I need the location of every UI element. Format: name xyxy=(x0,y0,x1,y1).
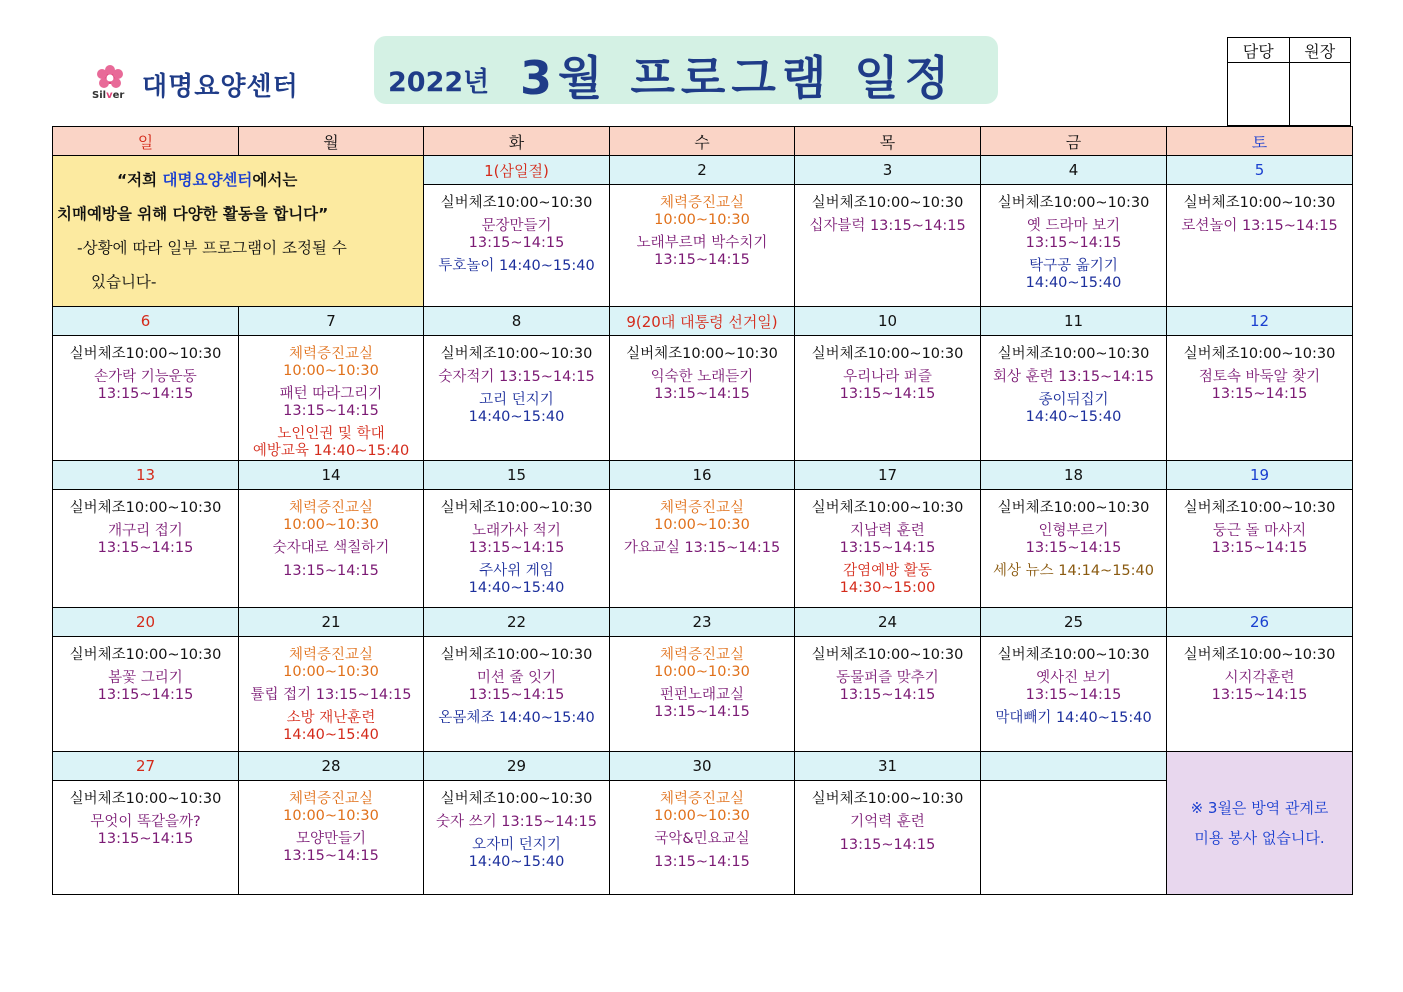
notice-text: -상황에 따라 일부 프로그램이 조정될 수 xyxy=(77,239,347,257)
program-item: 고리 던지기 14:40~15:40 xyxy=(468,392,565,425)
weekday-wed: 수 xyxy=(610,127,795,156)
date-cell: 15 xyxy=(424,461,610,490)
approval-staff-sign xyxy=(1228,63,1290,126)
program-item: 패턴 따라그리기 13:15~14:15 xyxy=(279,386,383,419)
program-item: 실버체조10:00~10:30 xyxy=(69,647,222,663)
program-item: 숫자대로 색칠하기 xyxy=(272,540,390,556)
date-cell: 26 xyxy=(1167,608,1353,637)
program-cell xyxy=(239,781,424,895)
program-cell xyxy=(239,637,424,752)
date-cell: 28 xyxy=(239,752,424,781)
program-item: 실버체조10:00~10:30 xyxy=(997,346,1150,362)
program-item: 막대빼기 14:40~15:40 xyxy=(995,710,1152,726)
program-item: 동물퍼즐 맞추기 13:15~14:15 xyxy=(836,670,939,703)
program-item: 십자블럭 13:15~14:15 xyxy=(809,218,966,234)
weekday-tue: 화 xyxy=(424,127,610,156)
program-item: 실버체조10:00~10:30 xyxy=(811,500,964,516)
date-cell: 4 xyxy=(981,156,1167,185)
program-item: 회상 훈련 13:15~14:15 xyxy=(993,369,1154,385)
program-item: 실버체조10:00~10:30 xyxy=(1183,647,1336,663)
program-item: 펀펀노래교실 13:15~14:15 xyxy=(654,687,750,720)
date-cell: 6 xyxy=(53,307,239,336)
date-cell: 11 xyxy=(981,307,1167,336)
approval-staff-label: 담당 xyxy=(1228,38,1290,63)
date-cell: 18 xyxy=(981,461,1167,490)
approval-director-label: 원장 xyxy=(1289,38,1351,63)
notice-text: 에서는 xyxy=(252,171,298,189)
program-item: 온몸체조 14:40~15:40 xyxy=(438,710,595,726)
date-cell: 27 xyxy=(53,752,239,781)
date-cell: 21 xyxy=(239,608,424,637)
date-row xyxy=(53,156,1353,185)
program-item: 로션놀이 13:15~14:15 xyxy=(1181,218,1338,234)
notice-text: “저희 xyxy=(117,171,163,189)
weekday-header-row xyxy=(53,127,1353,156)
date-cell xyxy=(981,752,1167,781)
program-cell xyxy=(981,781,1167,895)
program-cell xyxy=(424,637,610,752)
notice-text: 대명요양센터 xyxy=(162,171,253,189)
notice-box xyxy=(53,156,424,307)
weekday-mon: 월 xyxy=(239,127,424,156)
date-cell: 2 xyxy=(610,156,795,185)
program-item: 개구리 접기 13:15~14:15 xyxy=(97,523,194,556)
program-cell xyxy=(239,490,424,608)
date-row xyxy=(53,307,1353,336)
program-cell xyxy=(424,336,610,461)
title-year: 2022년 xyxy=(388,67,490,98)
program-item: 체력증진교실 10:00~10:30 xyxy=(283,346,379,379)
date-cell: 30 xyxy=(610,752,795,781)
date-cell: 14 xyxy=(239,461,424,490)
date-cell: 9(20대 대통령 선거일) xyxy=(610,307,795,336)
date-cell: 23 xyxy=(610,608,795,637)
program-item: 옛 드라마 보기 13:15~14:15 xyxy=(1025,218,1122,251)
program-item: 실버체조10:00~10:30 xyxy=(1183,500,1336,516)
program-cell xyxy=(53,781,239,895)
program-item: 체력증진교실 10:00~10:30 xyxy=(654,500,750,533)
program-item: 13:15~14:15 xyxy=(283,563,379,579)
program-item: 13:15~14:15 xyxy=(654,854,750,870)
program-cell xyxy=(795,490,981,608)
program-item: 노인인권 및 학대 예방교육 14:40~15:40 xyxy=(252,426,410,459)
program-item: 튤립 접기 13:15~14:15 xyxy=(250,687,412,703)
program-item: 세상 뉴스 14:14~15:40 xyxy=(993,563,1154,579)
program-item: 실버체조10:00~10:30 xyxy=(69,346,222,362)
program-item: 실버체조10:00~10:30 xyxy=(69,500,222,516)
program-item: 종이뒤집기 14:40~15:40 xyxy=(1025,392,1122,425)
date-cell: 13 xyxy=(53,461,239,490)
program-cell xyxy=(610,336,795,461)
program-cell xyxy=(1167,185,1353,307)
date-cell: 24 xyxy=(795,608,981,637)
date-cell: 20 xyxy=(53,608,239,637)
program-item: 기억력 훈련 xyxy=(850,814,925,830)
date-cell: 1(삼일절) xyxy=(424,156,610,185)
program-cell xyxy=(795,637,981,752)
program-item: 실버체조10:00~10:30 xyxy=(1183,195,1336,211)
program-item: 체력증진교실 10:00~10:30 xyxy=(283,647,379,680)
program-item: 감염예방 활동 14:30~15:00 xyxy=(839,563,936,596)
title-banner xyxy=(374,36,998,104)
approval-director-sign xyxy=(1289,63,1351,126)
program-item: 손가락 기능운동 13:15~14:15 xyxy=(94,369,197,402)
date-cell: 7 xyxy=(239,307,424,336)
center-name: 대명요양센터 xyxy=(142,72,299,102)
program-item: 체력증진교실 10:00~10:30 xyxy=(654,195,750,228)
program-item: 국악&민요교실 xyxy=(654,831,750,847)
date-row xyxy=(53,608,1353,637)
program-item: 실버체조10:00~10:30 xyxy=(997,500,1150,516)
program-item: 실버체조10:00~10:30 xyxy=(811,647,964,663)
program-cell xyxy=(1167,490,1353,608)
program-item: 실버체조10:00~10:30 xyxy=(811,791,964,807)
date-cell: 16 xyxy=(610,461,795,490)
program-calendar xyxy=(52,126,1353,895)
program-row xyxy=(53,637,1353,752)
program-item: 실버체조10:00~10:30 xyxy=(440,346,593,362)
program-item: 우리나라 퍼즐 13:15~14:15 xyxy=(839,369,936,402)
program-item: 실버체조10:00~10:30 xyxy=(626,346,778,362)
program-item: 투호놀이 14:40~15:40 xyxy=(438,258,595,274)
date-cell: 19 xyxy=(1167,461,1353,490)
date-cell: 25 xyxy=(981,608,1167,637)
program-item: 숫자적기 13:15~14:15 xyxy=(438,369,595,385)
program-cell xyxy=(795,336,981,461)
date-cell: 29 xyxy=(424,752,610,781)
program-item: 둥근 돌 마사지 13:15~14:15 xyxy=(1211,523,1308,556)
page-title: 3월 프로그램 일정 xyxy=(520,51,956,105)
notice-text: 있습니다- xyxy=(91,273,157,291)
program-cell xyxy=(424,185,610,307)
program-item: 노래가사 적기 13:15~14:15 xyxy=(468,523,565,556)
program-item: 오자미 던지기 14:40~15:40 xyxy=(468,837,565,870)
date-cell: 8 xyxy=(424,307,610,336)
program-item: 체력증진교실 10:00~10:30 xyxy=(654,791,750,824)
program-item: 익숙한 노래듣기 13:15~14:15 xyxy=(650,369,754,402)
program-cell xyxy=(610,637,795,752)
date-cell: 5 xyxy=(1167,156,1353,185)
program-item: 실버체조10:00~10:30 xyxy=(440,647,593,663)
program-item: 실버체조10:00~10:30 xyxy=(69,791,222,807)
program-item: 체력증진교실 10:00~10:30 xyxy=(283,500,379,533)
date-cell: 10 xyxy=(795,307,981,336)
program-item: 체력증진교실 10:00~10:30 xyxy=(654,647,750,680)
date-row xyxy=(53,461,1353,490)
program-cell xyxy=(424,781,610,895)
program-item: 실버체조10:00~10:30 xyxy=(440,195,593,211)
weekday-fri: 금 xyxy=(981,127,1167,156)
program-item: 탁구공 옮기기 14:40~15:40 xyxy=(1025,258,1122,291)
date-cell: 17 xyxy=(795,461,981,490)
program-cell xyxy=(981,490,1167,608)
weekday-sat: 토 xyxy=(1167,127,1353,156)
program-cell xyxy=(981,637,1167,752)
program-item: 인형부르기 13:15~14:15 xyxy=(1025,523,1122,556)
program-cell xyxy=(981,185,1167,307)
center-logo xyxy=(88,62,328,106)
program-item: 실버체조10:00~10:30 xyxy=(440,791,593,807)
date-cell: 3 xyxy=(795,156,981,185)
date-cell: 12 xyxy=(1167,307,1353,336)
program-item: 미션 줄 잇기 13:15~14:15 xyxy=(468,670,565,703)
date-cell: 31 xyxy=(795,752,981,781)
final-note-line: ※ 3월은 방역 관계로 xyxy=(1190,799,1329,817)
program-item: 주사위 게임 14:40~15:40 xyxy=(468,563,565,596)
approval-box xyxy=(1227,37,1351,126)
program-cell xyxy=(795,185,981,307)
program-cell xyxy=(239,336,424,461)
program-item: 모양만들기 13:15~14:15 xyxy=(283,831,379,864)
program-item: 실버체조10:00~10:30 xyxy=(440,500,593,516)
program-cell xyxy=(610,185,795,307)
notice-text: 치매예방을 위해 다양한 활동을 합니다” xyxy=(57,205,329,223)
program-item: 문장만들기 13:15~14:15 xyxy=(468,218,565,251)
program-item: 가요교실 13:15~14:15 xyxy=(623,540,781,556)
program-item: 실버체조10:00~10:30 xyxy=(997,195,1150,211)
program-item: 옛사진 보기 13:15~14:15 xyxy=(1025,670,1122,703)
program-cell xyxy=(1167,637,1353,752)
program-item: 소방 재난훈련 14:40~15:40 xyxy=(283,710,379,743)
program-cell xyxy=(610,490,795,608)
program-item: 실버체조10:00~10:30 xyxy=(997,647,1150,663)
program-item: 시지각훈련 13:15~14:15 xyxy=(1211,670,1308,703)
program-item: 실버체조10:00~10:30 xyxy=(811,346,964,362)
program-cell xyxy=(981,336,1167,461)
program-item: 노래부르며 박수치기 13:15~14:15 xyxy=(636,235,768,268)
final-note-line: 미용 봉사 없습니다. xyxy=(1194,829,1325,847)
program-cell xyxy=(1167,336,1353,461)
program-item: 체력증진교실 10:00~10:30 xyxy=(283,791,379,824)
program-item: 점토속 바둑알 찾기 13:15~14:15 xyxy=(1198,369,1321,402)
program-cell xyxy=(795,781,981,895)
date-cell: 22 xyxy=(424,608,610,637)
program-cell xyxy=(610,781,795,895)
program-item: 실버체조10:00~10:30 xyxy=(1183,346,1336,362)
program-item: 지남력 훈련 13:15~14:15 xyxy=(839,523,936,556)
weekday-sun: 일 xyxy=(53,127,239,156)
program-cell xyxy=(53,490,239,608)
program-row xyxy=(53,490,1353,608)
program-item: 봄꽃 그리기 13:15~14:15 xyxy=(97,670,194,703)
program-row xyxy=(53,781,1353,895)
flower-logo-icon xyxy=(90,64,130,92)
program-cell xyxy=(53,637,239,752)
program-item: 실버체조10:00~10:30 xyxy=(811,195,964,211)
program-item: 숫자 쓰기 13:15~14:15 xyxy=(436,814,597,830)
program-cell xyxy=(53,336,239,461)
program-cell xyxy=(424,490,610,608)
final-note xyxy=(1167,752,1353,895)
program-item: 13:15~14:15 xyxy=(839,837,936,853)
logo-silver-text: Silver xyxy=(92,90,125,101)
program-row xyxy=(53,336,1353,461)
date-row xyxy=(53,752,1353,781)
weekday-thu: 목 xyxy=(795,127,981,156)
program-item: 무엇이 똑같을까? 13:15~14:15 xyxy=(90,814,201,847)
